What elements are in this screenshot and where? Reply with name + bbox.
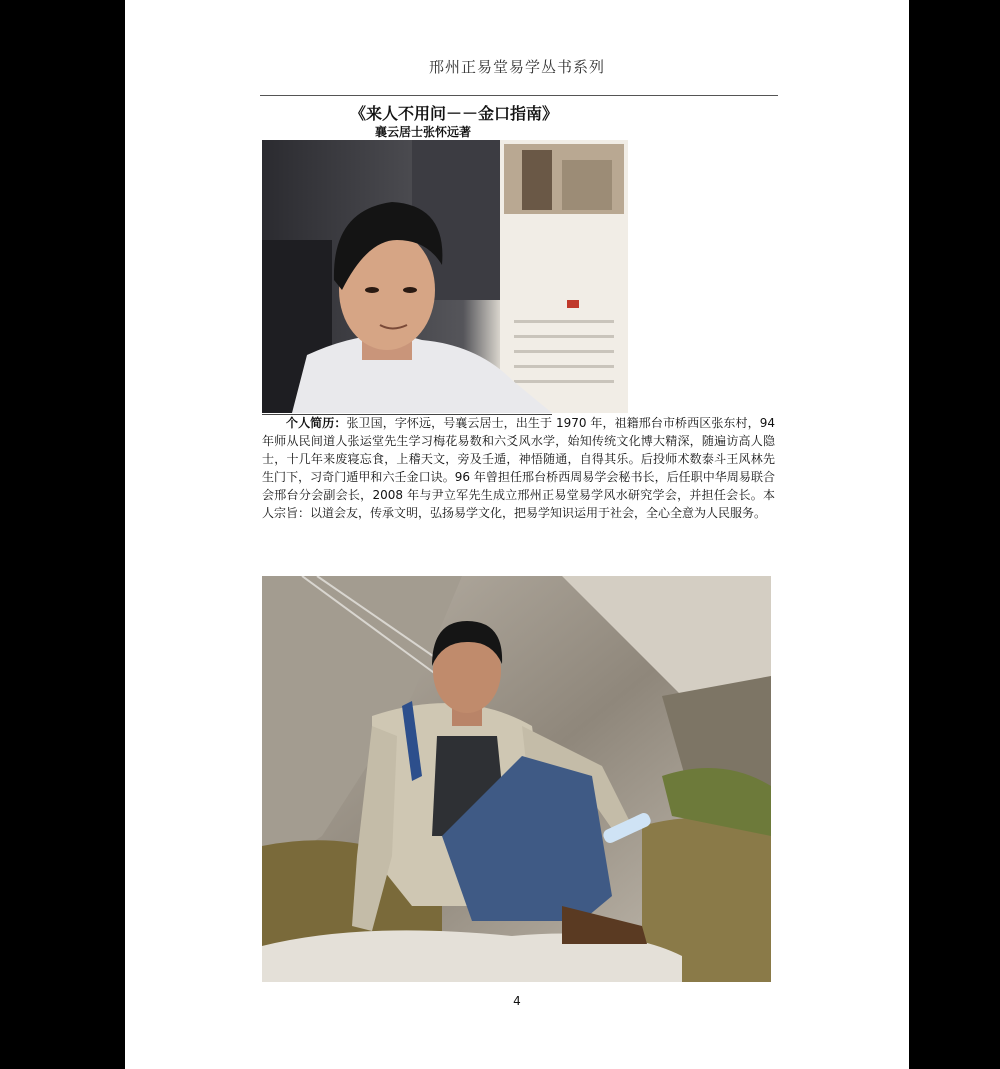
outdoor-photo (262, 576, 771, 982)
author-line: 襄云居士张怀远著 (375, 125, 472, 139)
biography-paragraph (262, 414, 775, 522)
book-title: 《来人不用问－－金口指南》 (350, 104, 559, 123)
bio-text: 张卫国，字怀远，号襄云居士，出生于 1970 年，祖籍邢台市桥西区张东村，94 年师从民间道人张运堂先生学习梅花易数和六爻风水学，始知传统文化博大精深，随遍访高人隐士，十几年来废寝忘食，上稽天文，旁及壬遁，神悟随通，自得其乐。后投师术数泰斗王风林先生门下，习奇门遁甲和六壬金口诀。96 年曾担任邢台桥西周易学会秘书长，后任职中华周易联合会邢台分会副会长，2008 年与尹立军先生成立邢州正易堂易学风水研究学会，并担任会长。本人宗旨：以道会友，传承文明，弘扬易学文化，把易学知识运用于社会，全心全意为人民服务。 (262, 416, 775, 520)
portrait-photo (262, 140, 628, 413)
running-header: 邢州正易堂易学丛书系列 (428, 58, 605, 76)
header-rule (260, 95, 778, 96)
bio-lead: 个人简历： (286, 416, 347, 430)
page-number: 4 (513, 994, 521, 1008)
document-page (125, 0, 909, 1069)
